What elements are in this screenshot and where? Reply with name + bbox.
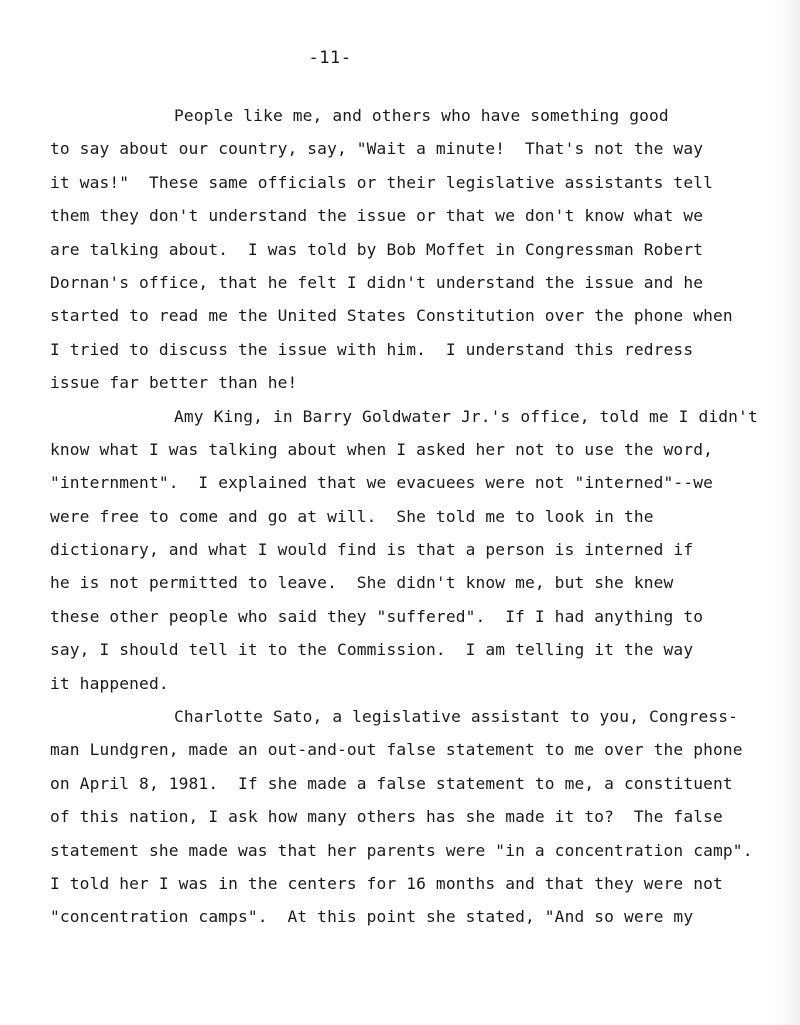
text-line: it happened. bbox=[50, 673, 169, 693]
text-line: are talking about. I was told by Bob Moffet in Congressman Robert bbox=[50, 239, 704, 259]
text-line: Amy King, in Barry Goldwater Jr.'s office, told me I didn't bbox=[174, 406, 758, 426]
text-line: I told her I was in the centers for 16 months and that they were not bbox=[50, 873, 723, 893]
text-line: Charlotte Sato, a legislative assistant to you, Congress- bbox=[174, 707, 739, 727]
text-line: he is not permitted to leave. She didn't know me, but she knew bbox=[50, 573, 674, 593]
text-line: man Lundgren, made an out-and-out false statement to me over the phone bbox=[50, 740, 743, 760]
text-line: to say about our country, say, "Wait a minute! That's not the way bbox=[50, 139, 704, 159]
text-line: issue far better than he! bbox=[50, 373, 298, 393]
text-line: these other people who said they "suffered". If I had anything to bbox=[50, 606, 704, 626]
page-number: -11- bbox=[308, 48, 352, 68]
text-line: dictionary, and what I would find is that a person is interned if bbox=[50, 540, 694, 560]
text-line: "internment". I explained that we evacuees were not "interned"--we bbox=[50, 473, 714, 493]
text-line: "concentration camps". At this point she stated, "And so were my bbox=[50, 907, 694, 927]
document-body bbox=[50, 99, 790, 934]
text-line: People like me, and others who have something good bbox=[174, 106, 669, 125]
text-line: statement she made was that her parents were "in a concentration camp". bbox=[50, 840, 753, 860]
text-line: of this nation, I ask how many others has she made it to? The false bbox=[50, 807, 723, 827]
text-line: were free to come and go at will. She told me to look in the bbox=[50, 506, 654, 526]
text-line: it was!" These same officials or their legislative assistants tell bbox=[50, 172, 714, 192]
text-line: on April 8, 1981. If she made a false statement to me, a constituent bbox=[50, 773, 733, 793]
text-line: know what I was talking about when I asked her not to use the word, bbox=[50, 439, 714, 459]
text-line: started to read me the United States Constitution over the phone when bbox=[50, 306, 733, 326]
text-line: say, I should tell it to the Commission. I am telling it the way bbox=[50, 640, 694, 660]
text-line: Dornan's office, that he felt I didn't understand the issue and he bbox=[50, 272, 704, 292]
text-line: I tried to discuss the issue with him. I understand this redress bbox=[50, 339, 694, 359]
text-line: them they don't understand the issue or that we don't know what we bbox=[50, 206, 704, 226]
